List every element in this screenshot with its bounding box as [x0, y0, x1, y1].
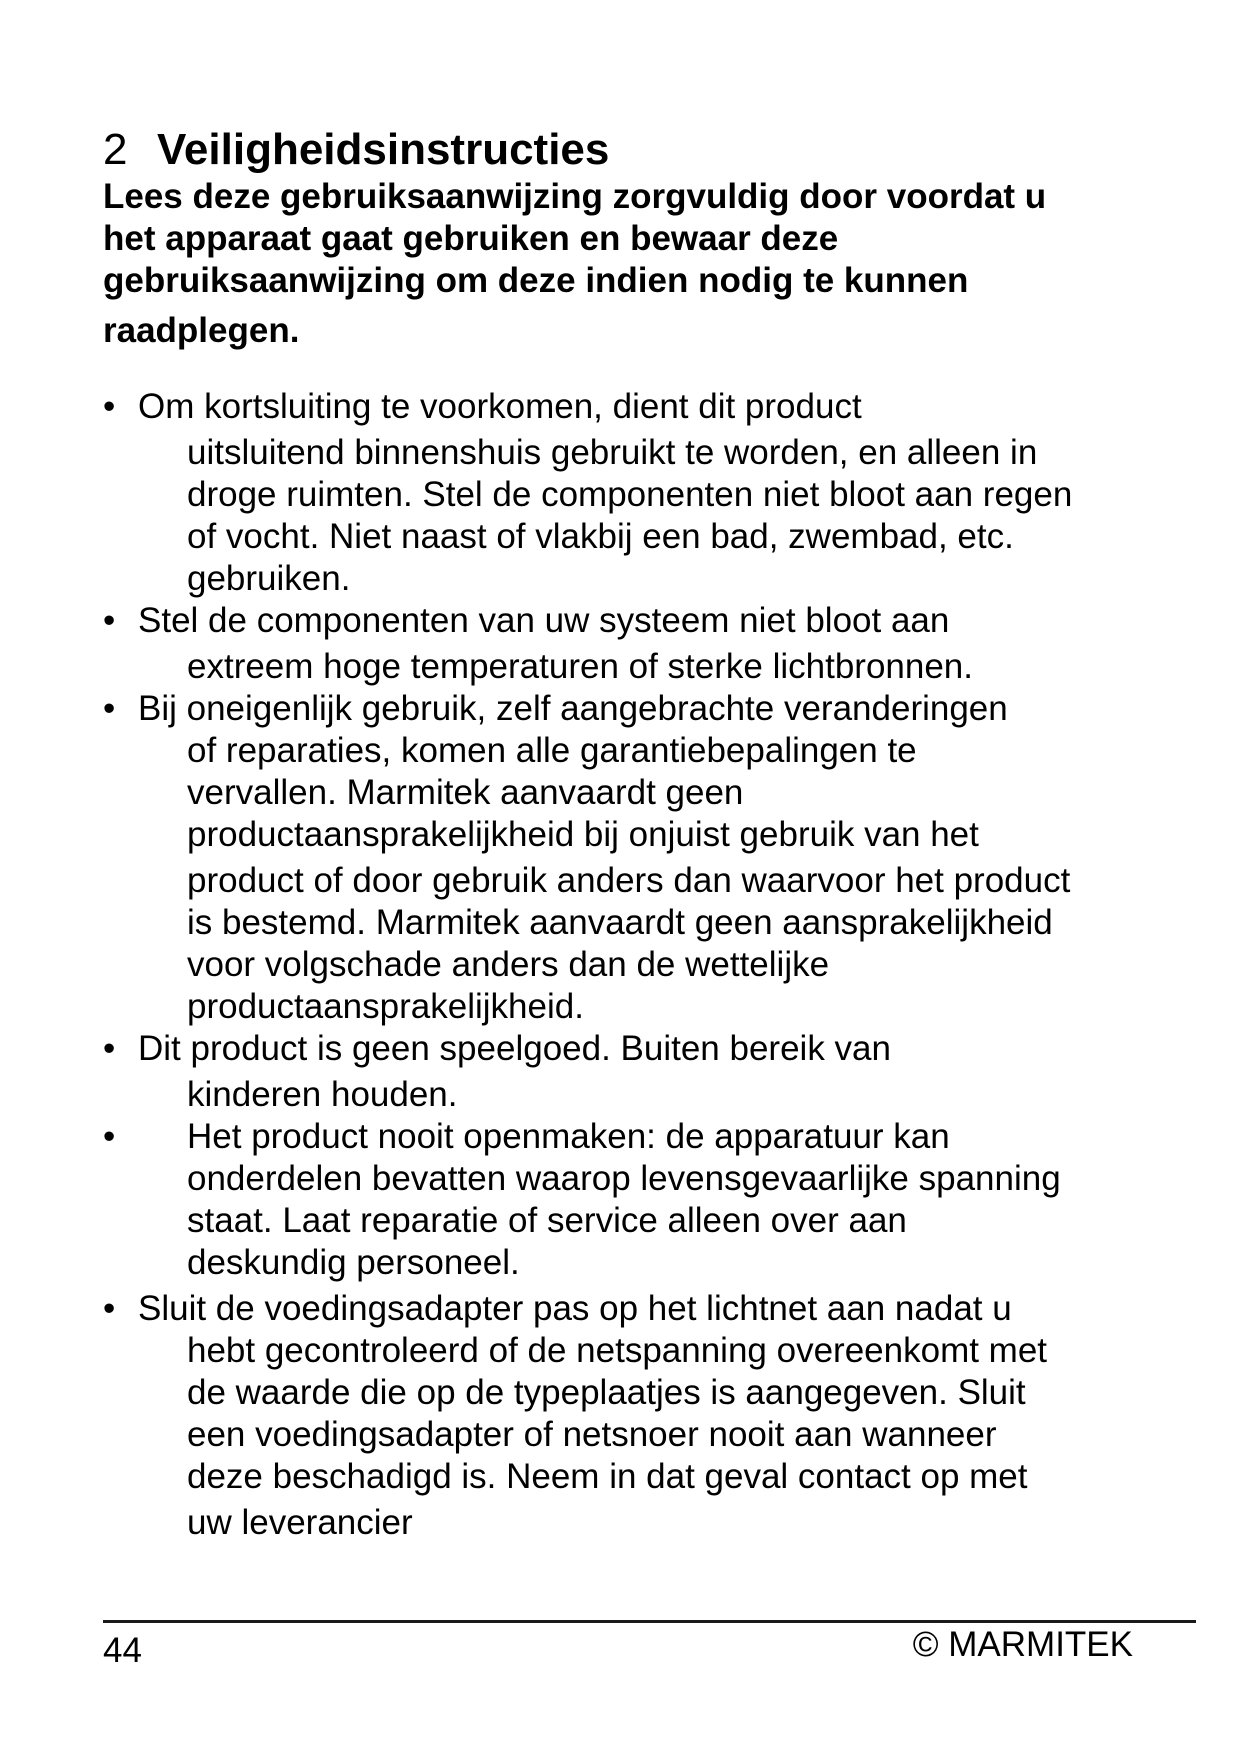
bullet-line: Bij oneigenlijk gebruik, zelf aangebrachte veranderingen [138, 689, 1008, 728]
bullet-marker: • [103, 387, 116, 426]
bullet-line: of vocht. Niet naast of vlakbij een bad, zwembad, etc. [187, 517, 1014, 556]
intro-line: Lees deze gebruiksaanwijzing zorgvuldig door voordat u [103, 177, 1047, 216]
bullet-line: deskundig personeel. [187, 1243, 520, 1282]
bullet-line: onderdelen bevatten waarop levensgevaarlijke spanning [187, 1159, 1061, 1198]
bullet-line: kinderen houden. [187, 1075, 458, 1114]
bullet-line: Om kortsluiting te voorkomen, dient dit product [138, 387, 862, 426]
bullet-line: uitsluitend binnenshuis gebruikt te worden, en alleen in [187, 433, 1038, 472]
bullet-line: of reparaties, komen alle garantiebepalingen te [187, 731, 917, 770]
bullet-line: Dit product is geen speelgoed. Buiten bereik van [138, 1029, 891, 1068]
bullet-line: Stel de componenten van uw systeem niet bloot aan [138, 601, 950, 640]
bullet-line: droge ruimten. Stel de componenten niet bloot aan regen [187, 475, 1073, 514]
list-item [103, 600, 1183, 688]
bullet-line: uw leverancier [187, 1503, 413, 1542]
bullet-line: product of door gebruik anders dan waarvoor het product [187, 861, 1071, 900]
list-item [103, 1028, 1183, 1116]
bullet-line: Het product nooit openmaken: de apparatuur kan [187, 1117, 950, 1156]
bullet-line: voor volgschade anders dan de wettelijke [187, 945, 830, 984]
footer-divider [103, 1620, 1196, 1623]
section-number: 2 [103, 125, 128, 174]
list-item [103, 1116, 1183, 1284]
page-number: 44 [103, 1631, 142, 1670]
bullet-line: is bestemd. Marmitek aanvaardt geen aansprakelijkheid [187, 903, 1053, 942]
bullet-marker: • [103, 1029, 116, 1068]
bullet-line: vervallen. Marmitek aanvaardt geen [187, 773, 744, 812]
bullet-line: productaansprakelijkheid. [187, 987, 584, 1026]
bullet-line: een voedingsadapter of netsnoer nooit aan wanneer [187, 1415, 997, 1454]
bullet-line: Sluit de voedingsadapter pas op het lichtnet aan nadat u [138, 1289, 1012, 1328]
bullet-marker: • [103, 1117, 116, 1156]
intro-line: gebruiksaanwijzing om deze indien nodig te kunnen [103, 261, 969, 300]
bullet-line: de waarde die op de typeplaatjes is aangegeven. Sluit [187, 1373, 1026, 1412]
bullet-marker: • [103, 689, 116, 728]
bullet-line: staat. Laat reparatie of service alleen over aan [187, 1201, 907, 1240]
bullet-line: deze beschadigd is. Neem in dat geval contact op met [187, 1457, 1028, 1496]
bullet-line: extreem hoge temperaturen of sterke lichtbronnen. [187, 647, 973, 686]
section-heading [103, 124, 609, 176]
list-item [103, 1288, 1183, 1544]
copyright-notice: © MARMITEK [912, 1625, 1133, 1664]
bullet-line: hebt gecontroleerd of de netspanning overeenkomt met [187, 1331, 1048, 1370]
list-item [103, 688, 1183, 1028]
section-title: Veiligheidsinstructies [157, 125, 610, 174]
intro-paragraph [103, 176, 1163, 352]
bullet-marker: • [103, 601, 116, 640]
intro-line: raadplegen. [103, 311, 300, 350]
bullet-line: gebruiken. [187, 559, 351, 598]
intro-line: het apparaat gaat gebruiken en bewaar deze [103, 219, 839, 258]
list-item [103, 386, 1183, 600]
bullet-line: productaansprakelijkheid bij onjuist gebruik van het [187, 815, 979, 854]
safety-bullet-list [103, 386, 1183, 1544]
bullet-marker: • [103, 1289, 116, 1328]
